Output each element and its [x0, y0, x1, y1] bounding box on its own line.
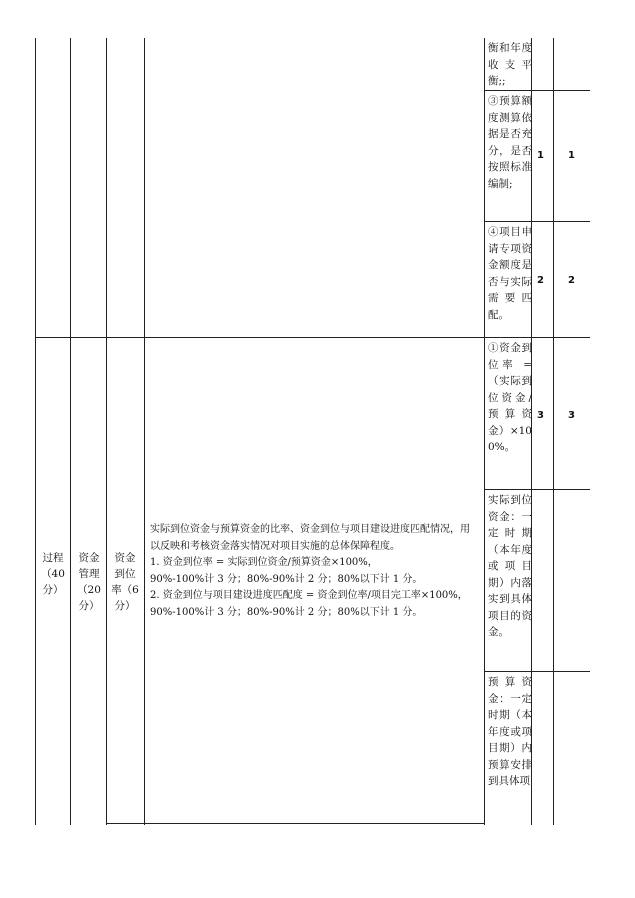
row-divider	[484, 221, 590, 222]
row-divider	[484, 671, 590, 672]
score-cell: 2	[537, 275, 544, 286]
column-divider	[144, 38, 145, 825]
description-item1-scoring: 90%-100%计 3 分；80%-90%计 2 分；80%以下计 1 分。	[150, 573, 423, 585]
section-divider	[35, 337, 590, 338]
column-divider	[106, 38, 107, 825]
indicator-description	[150, 522, 475, 621]
level2-category: 资金管理（20分）	[77, 552, 101, 612]
indicator-cell: ①资金到位率 =（实际到位资金/预算资金）×100%。	[488, 342, 532, 453]
score-cell: 3	[537, 410, 544, 421]
score-cell: 1	[537, 150, 544, 161]
description-item1: 1. 资金到位率 = 实际到位资金/预算资金×100%，	[150, 557, 378, 568]
description-intro: 实际到位资金与预算资金的比率、资金到位与项目建设进度匹配情况，用以反映和考核资金落实情况对项目实施的总体保障程度。	[150, 524, 470, 552]
row-divider	[484, 90, 590, 91]
indicator-cell: ③预算额度测算依据是否充分，是否按照标准编制;	[488, 95, 532, 190]
column-divider	[553, 38, 554, 825]
indicator-cell: ④项目申请专项资金额度是否与实际需要匹配。	[488, 226, 532, 321]
description-item2: 2. 资金到位与项目建设进度匹配度 = 资金到位率/项目完工率×100%，	[150, 590, 468, 601]
score-cell: 2	[568, 275, 575, 286]
column-divider	[70, 38, 71, 825]
indicator-cell: 预算资金：一定时期（本年度或项目期）内预算安排到具体项	[488, 676, 532, 787]
indicator-cell: 衡和年度收支平衡;;	[488, 42, 532, 87]
score-cell: 3	[568, 410, 575, 421]
column-divider	[35, 38, 36, 825]
level3-indicator: 资金到位率（6分）	[111, 552, 139, 612]
column-divider	[484, 38, 485, 825]
score-cell: 1	[568, 150, 575, 161]
indicator-cell: 实际到位资金：一定时期（本年度或项目期）内落实到具体项目的资金。	[488, 494, 532, 638]
level1-category: 过程（40分）	[41, 552, 65, 596]
row-divider	[484, 489, 590, 490]
description-item2-scoring: 90%-100%计 3 分；80%-90%计 2 分；80%以下计 1 分。	[150, 606, 423, 618]
table-bottom-border	[106, 823, 485, 824]
